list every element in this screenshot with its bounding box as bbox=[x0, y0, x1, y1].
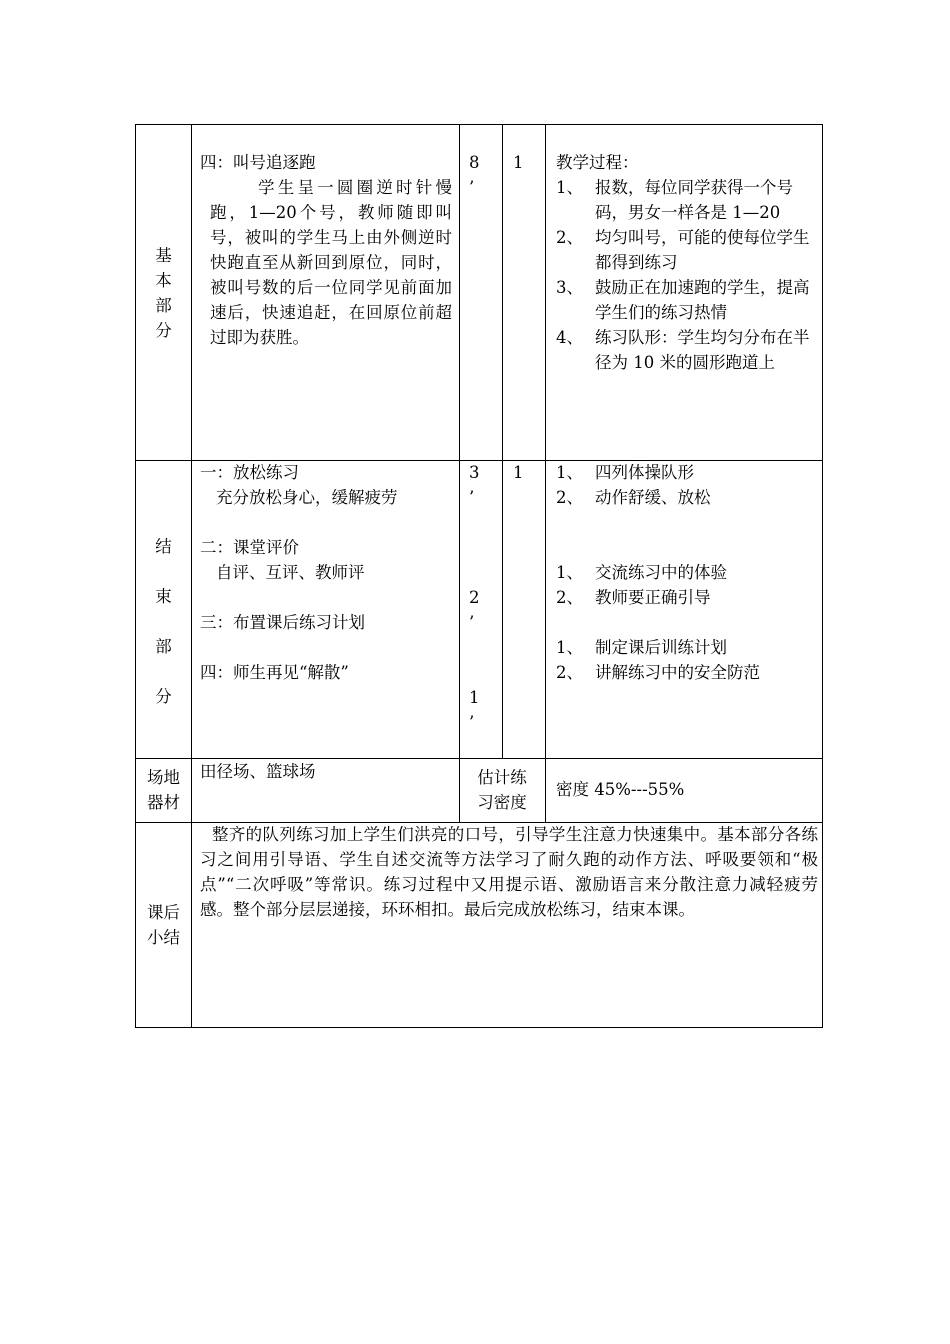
method-item bbox=[556, 225, 818, 275]
item-text: 教师要正确引导 bbox=[595, 588, 711, 607]
ending-count: 1 bbox=[513, 463, 524, 482]
item-text: 四列体操队形 bbox=[595, 463, 694, 482]
method-item bbox=[556, 560, 818, 585]
ending-content bbox=[200, 460, 452, 685]
method-item bbox=[556, 485, 818, 510]
method-item bbox=[556, 635, 818, 660]
label-char: 部 bbox=[155, 296, 172, 315]
label-line: 场地 bbox=[147, 768, 180, 787]
item-number: 2、 bbox=[556, 228, 583, 247]
label-char: 部 bbox=[155, 637, 172, 656]
item-text: 制定课后训练计划 bbox=[595, 638, 727, 657]
item-number: 1、 bbox=[556, 638, 583, 657]
density-label bbox=[459, 765, 545, 815]
method-item bbox=[556, 175, 818, 225]
time-unit: ’ bbox=[469, 178, 475, 197]
ending-item-title: 三：布置课后练习计划 bbox=[200, 613, 365, 632]
ending-section-label bbox=[136, 522, 191, 722]
item-text: 鼓励正在加速跑的学生，提高学生们的练习热情 bbox=[595, 278, 810, 322]
ending-item-title: 一：放松练习 bbox=[200, 463, 299, 482]
basic-section-label bbox=[136, 243, 191, 343]
ending-item-title: 四：师生再见“解散” bbox=[200, 663, 349, 682]
ending-item-body: 充分放松身心，缓解疲劳 bbox=[216, 488, 398, 507]
basic-count: 1 bbox=[513, 153, 524, 172]
time-value: 1 bbox=[469, 688, 480, 707]
ending-time-1 bbox=[469, 460, 480, 510]
label-char: 束 bbox=[155, 587, 172, 606]
item-number: 2、 bbox=[556, 588, 583, 607]
item-text: 报数，每位同学获得一个号码，男女一样各是 1—20 bbox=[595, 178, 793, 222]
basic-time bbox=[469, 150, 480, 200]
time-value: 8 bbox=[469, 153, 480, 172]
ending-method bbox=[556, 460, 818, 685]
ending-item-body: 自评、互评、教师评 bbox=[216, 563, 365, 582]
item-number: 2、 bbox=[556, 488, 583, 507]
basic-content-title: 四：叫号追逐跑 bbox=[200, 153, 316, 172]
method-item bbox=[556, 460, 818, 485]
summary-label bbox=[136, 900, 191, 950]
time-unit: ’ bbox=[469, 488, 475, 507]
label-line: 器材 bbox=[147, 793, 180, 812]
item-text: 交流练习中的体验 bbox=[595, 563, 727, 582]
label-line: 小结 bbox=[147, 928, 180, 947]
label-line: 课后 bbox=[147, 903, 180, 922]
basic-content-body: 学生呈一圆圈逆时针慢跑，1—20个号，教师随即叫号，被叫的学生马上由外侧逆时快跑直至从新回到原位，同时，被叫号数的后一位同学见前面加速后，快速追赶，在回原位前超过即为获胜。 bbox=[210, 178, 452, 347]
column-divider bbox=[545, 125, 546, 822]
label-char: 基 bbox=[155, 246, 172, 265]
venue-value: 田径场、篮球场 bbox=[200, 762, 316, 781]
basic-method bbox=[556, 150, 818, 375]
ending-time-3 bbox=[469, 685, 480, 735]
column-divider bbox=[459, 125, 460, 758]
time-value: 3 bbox=[469, 463, 480, 482]
item-number: 1、 bbox=[556, 463, 583, 482]
label-char: 分 bbox=[155, 321, 172, 340]
item-text: 动作舒缓、放松 bbox=[595, 488, 711, 507]
item-text: 均匀叫号，可能的使每位学生都得到练习 bbox=[595, 228, 810, 272]
column-divider bbox=[502, 125, 503, 758]
label-line: 估计练 bbox=[477, 768, 527, 787]
method-item bbox=[556, 275, 818, 325]
ending-item-title: 二：课堂评价 bbox=[200, 538, 299, 557]
label-char: 结 bbox=[155, 537, 172, 556]
label-line: 习密度 bbox=[477, 793, 527, 812]
method-item bbox=[556, 325, 818, 375]
item-number: 1、 bbox=[556, 563, 583, 582]
item-text: 讲解练习中的安全防范 bbox=[595, 663, 760, 682]
time-value: 2 bbox=[469, 588, 480, 607]
label-char: 分 bbox=[155, 687, 172, 706]
item-number: 1、 bbox=[556, 178, 583, 197]
time-unit: ’ bbox=[469, 713, 475, 732]
density-value: 密度 45%---55% bbox=[556, 780, 685, 799]
item-text: 练习队形：学生均匀分布在半径为 10 米的圆形跑道上 bbox=[595, 328, 810, 372]
item-number: 3、 bbox=[556, 278, 583, 297]
item-number: 4、 bbox=[556, 328, 583, 347]
lesson-plan-table bbox=[135, 124, 823, 1028]
method-item bbox=[556, 660, 818, 685]
time-unit: ’ bbox=[469, 613, 475, 632]
item-number: 2、 bbox=[556, 663, 583, 682]
summary-text: 整齐的队列练习加上学生们洪亮的口号，引导学生注意力快速集中。基本部分各练习之间用引导语、学生自述交流等方法学习了耐久跑的动作方法、呼吸要领和“极点”“二次呼吸”等常识。练习过程中又用提示语、激励语言来分散注意力减轻疲劳感。整个部分层层递接，环环相扣。最后完成放松练习，结束本课。 bbox=[200, 825, 818, 919]
method-item bbox=[556, 585, 818, 610]
venue-label bbox=[136, 765, 191, 815]
column-divider bbox=[191, 125, 192, 1028]
label-char: 本 bbox=[155, 271, 172, 290]
method-title: 教学过程： bbox=[556, 153, 639, 172]
basic-content bbox=[200, 150, 452, 350]
ending-time-2 bbox=[469, 585, 480, 635]
